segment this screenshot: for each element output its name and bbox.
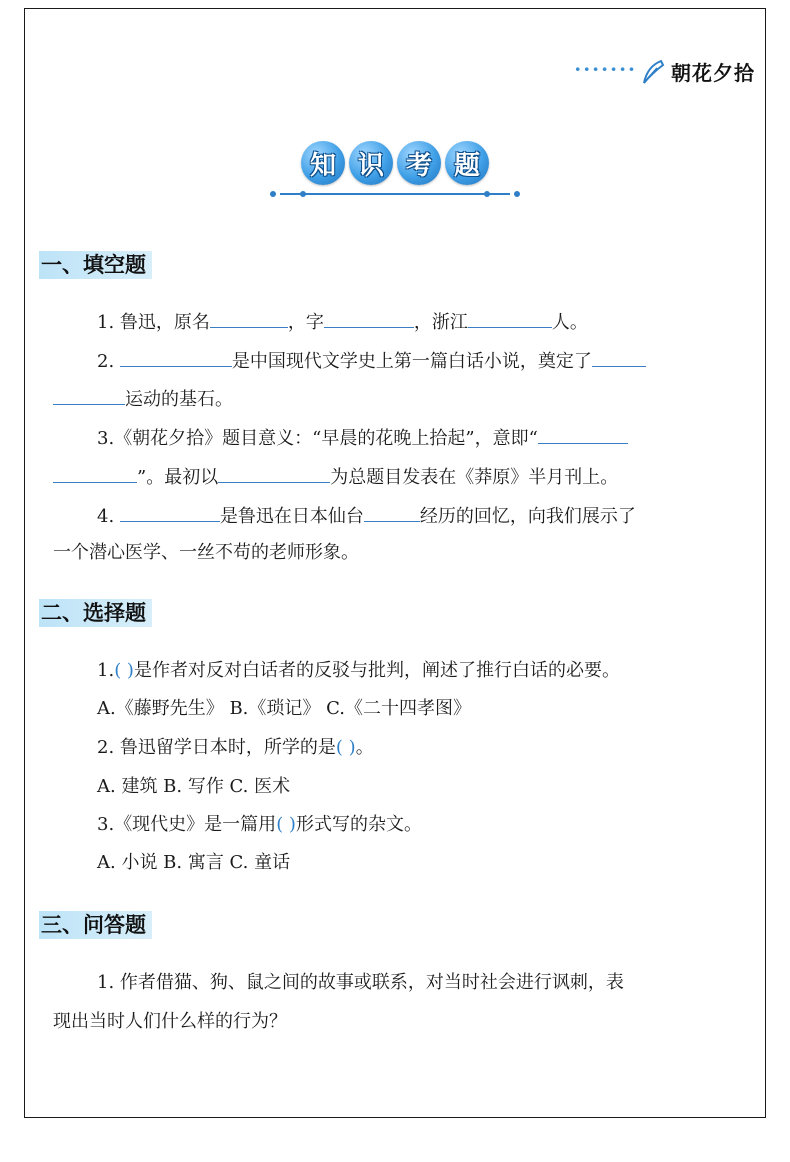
answer-blank[interactable] xyxy=(53,464,137,483)
title-char: 识 xyxy=(349,141,393,185)
fill-question-4-cont: 一个潜心医学、一丝不苟的老师形象。 xyxy=(53,542,359,563)
fill-question-2-cont: 运动的基石。 xyxy=(53,386,233,412)
page-title xyxy=(25,141,765,199)
answer-blank[interactable] xyxy=(324,309,414,328)
title-underline-decoration xyxy=(270,189,520,199)
title-char: 题 xyxy=(445,141,489,185)
title-char: 考 xyxy=(397,141,441,185)
fill-question-4: 4. 是鲁迅在日本仙台 经历的回忆，向我们展示了 xyxy=(97,503,636,529)
book-title-text: 朝花夕拾 xyxy=(671,61,755,85)
answer-blank[interactable] xyxy=(538,425,628,444)
header-dots: ······· xyxy=(574,56,637,81)
answer-parentheses[interactable]: ( ) xyxy=(335,737,356,758)
fill-question-2: 2. 是中国现代文学史上第一篇白话小说，奠定了 xyxy=(97,348,646,374)
choice-options-2: A. 建筑 B. 写作 C. 医术 xyxy=(97,776,291,797)
answer-blank[interactable] xyxy=(364,503,420,522)
answer-blank[interactable] xyxy=(53,386,125,405)
answer-blank[interactable] xyxy=(210,309,288,328)
answer-blank[interactable] xyxy=(468,309,552,328)
book-title-header xyxy=(574,57,755,86)
answer-parentheses[interactable]: ( ) xyxy=(276,814,296,835)
fill-question-3-cont: ”。最初以 为总题目发表在《莽原》半月刊上。 xyxy=(53,464,618,490)
section-heading-fill-in: 一、填空题 xyxy=(39,251,152,279)
page-frame xyxy=(24,8,766,1118)
choice-question-3: 3.《现代史》是一篇用( )形式写的杂文。 xyxy=(97,814,422,835)
answer-blank[interactable] xyxy=(592,348,646,367)
choice-options-1: A.《藤野先生》 B.《琐记》 C.《二十四孝图》 xyxy=(97,698,471,719)
answer-blank[interactable] xyxy=(218,464,330,483)
answer-parentheses[interactable]: ( ) xyxy=(114,660,134,681)
answer-blank[interactable] xyxy=(120,348,232,367)
section-heading-qa: 三、问答题 xyxy=(39,911,152,939)
section-heading-choice: 二、选择题 xyxy=(39,599,152,627)
qa-question-1-cont: 现出当时人们什么样的行为？ xyxy=(53,1011,287,1032)
choice-options-3: A. 小说 B. 寓言 C. 童话 xyxy=(97,852,291,873)
qa-question-1: 1. 作者借猫、狗、鼠之间的故事或联系，对当时社会进行讽刺，表 xyxy=(97,972,624,993)
choice-question-1: 1.( )是作者对反对白话者的反驳与批判，阐述了推行白话的必要。 xyxy=(97,660,620,681)
answer-blank[interactable] xyxy=(120,503,220,522)
fill-question-3: 3.《朝花夕拾》题目意义：“早晨的花晚上拾起”，意即“ xyxy=(97,425,628,451)
feather-icon xyxy=(641,59,665,85)
choice-question-2: 2. 鲁迅留学日本时，所学的是( )。 xyxy=(97,737,374,758)
fill-question-1: 1. 鲁迅，原名 ，字 ，浙江 人。 xyxy=(97,309,588,335)
title-char: 知 xyxy=(301,141,345,185)
